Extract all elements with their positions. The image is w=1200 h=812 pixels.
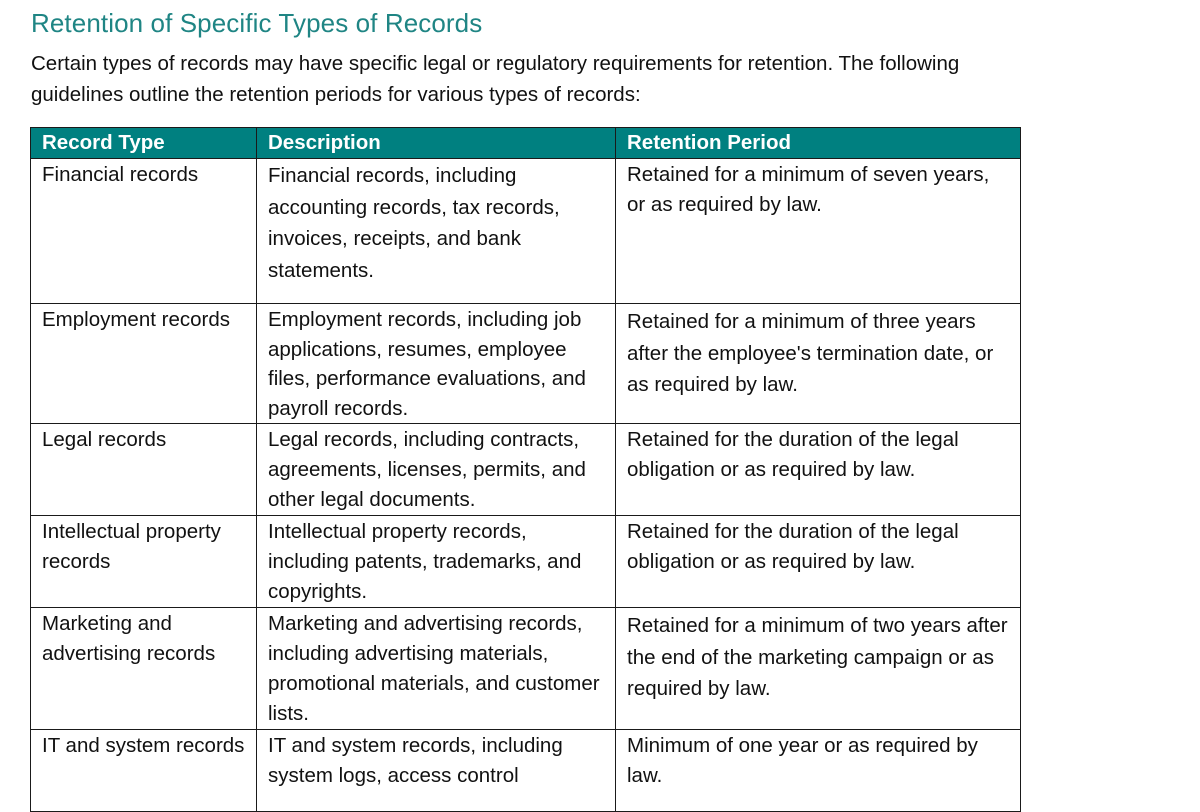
retention-period-cell: Retained for a minimum of two years after the end of the marketing campaign or as required by law. (616, 608, 1021, 730)
record-type-cell: Financial records (31, 159, 257, 304)
retention-period-cell: Retained for a minimum of seven years, or as required by law. (616, 159, 1021, 304)
table-row (31, 424, 1021, 516)
table-row (31, 516, 1021, 608)
table-row (31, 304, 1021, 424)
table-row (31, 730, 1021, 812)
table-row (31, 608, 1021, 730)
table-row (31, 159, 1021, 304)
record-type-cell: Legal records (31, 424, 257, 516)
retention-period-cell: Retained for the duration of the legal obligation or as required by law. (616, 516, 1021, 608)
record-type-cell: IT and system records (31, 730, 257, 812)
retention-table (30, 127, 1021, 812)
retention-period-cell: Retained for the duration of the legal obligation or as required by law. (616, 424, 1021, 516)
header-retention-period: Retention Period (616, 128, 1021, 159)
header-record-type: Record Type (31, 128, 257, 159)
intro-paragraph: Certain types of records may have specific legal or regulatory requirements for retention. The following guidelines outline the retention periods for various types of records: (31, 52, 960, 106)
retention-period-cell: Retained for a minimum of three years after the employee's termination date, or as required by law. (616, 304, 1021, 424)
retention-period-cell: Minimum of one year or as required by law. (616, 730, 1021, 812)
description-cell: Financial records, including accounting records, tax records, invoices, receipts, and bank statements. (257, 159, 616, 304)
description-cell: IT and system records, including system logs, access control (257, 730, 616, 812)
header-description: Description (257, 128, 616, 159)
record-type-cell: Marketing and advertising records (31, 608, 257, 730)
description-cell: Employment records, including job applications, resumes, employee files, performance evaluations, and payroll records. (257, 304, 616, 424)
description-cell: Legal records, including contracts, agreements, licenses, permits, and other legal documents. (257, 424, 616, 516)
description-cell: Marketing and advertising records, including advertising materials, promotional materials, and customer lists. (257, 608, 616, 730)
table-header-row (31, 128, 1021, 159)
section-heading: Retention of Specific Types of Records (31, 8, 483, 38)
description-cell: Intellectual property records, including patents, trademarks, and copyrights. (257, 516, 616, 608)
record-type-cell: Employment records (31, 304, 257, 424)
record-type-cell: Intellectual property records (31, 516, 257, 608)
